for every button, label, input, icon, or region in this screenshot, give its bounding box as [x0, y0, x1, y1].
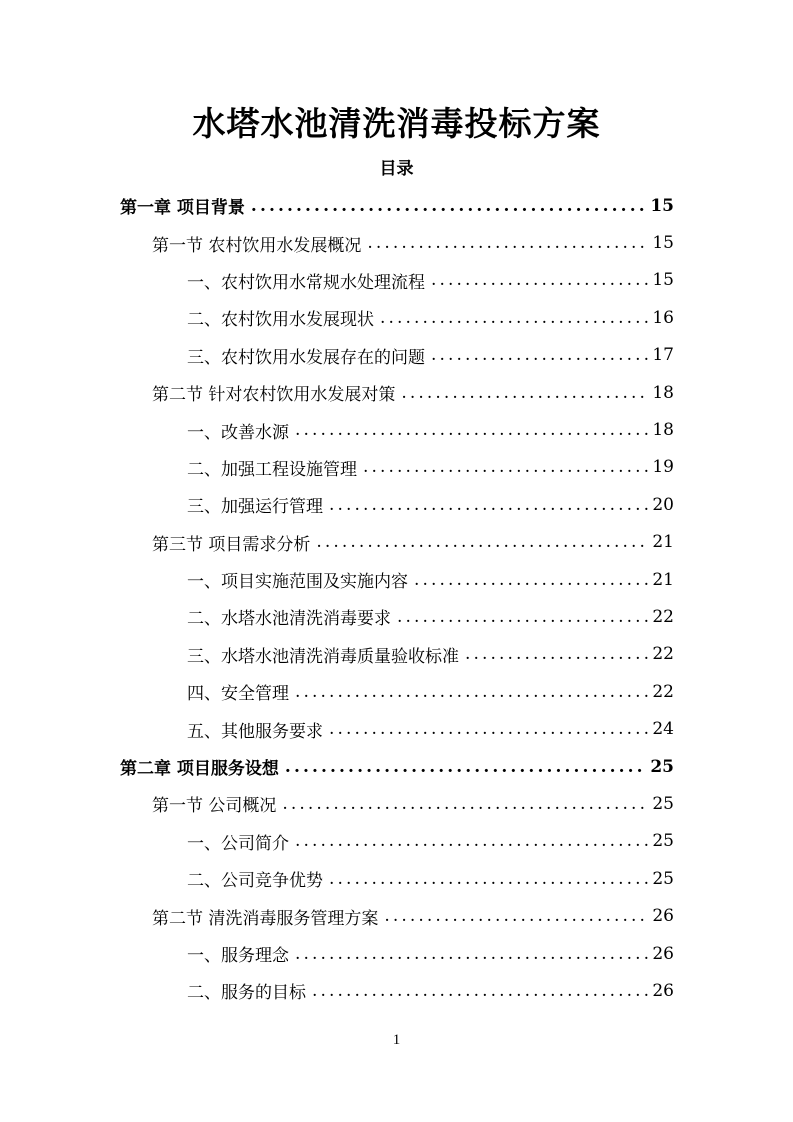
toc-entry[interactable]	[0, 598, 793, 635]
toc-entry-content	[187, 262, 674, 299]
toc-dot-leader	[312, 981, 648, 1001]
toc-dot-leader	[329, 869, 648, 889]
toc-entry-page-number: 22	[652, 644, 674, 665]
toc-entry-title: 第一节 农村饮用水发展概况	[152, 235, 362, 256]
toc-entry[interactable]	[0, 710, 793, 747]
toc-entry-content	[152, 785, 674, 822]
toc-entry-title: 一、农村饮用水常规水处理流程	[187, 272, 425, 293]
toc-entry-content	[152, 897, 674, 934]
toc-entry[interactable]	[0, 636, 793, 673]
toc-entry-title: 四、安全管理	[187, 684, 289, 705]
toc-entry-page-number: 25	[652, 831, 674, 852]
toc-entry-title: 一、服务理念	[187, 946, 289, 966]
toc-entry-title: 一、公司简介	[187, 833, 289, 854]
toc-entry-page-number: 26	[652, 906, 674, 927]
toc-entry[interactable]	[0, 337, 793, 374]
toc-entry-title: 二、水塔水池清洗消毒要求	[187, 609, 391, 630]
toc-entry-page-number: 25	[650, 756, 674, 777]
toc-entry[interactable]	[0, 299, 793, 336]
toc-dot-leader	[401, 383, 648, 403]
toc-entry-content	[187, 860, 674, 897]
toc-dot-leader	[295, 682, 648, 702]
toc-dot-leader	[295, 944, 648, 964]
toc-entry-page-number: 25	[652, 793, 674, 814]
toc-dot-leader	[329, 495, 648, 515]
toc-dot-leader	[363, 457, 648, 477]
toc-dot-leader	[367, 233, 648, 253]
toc-dot-leader	[397, 607, 648, 627]
toc-entry-content	[120, 187, 674, 224]
toc-entry[interactable]	[0, 449, 793, 486]
toc-entry[interactable]	[0, 897, 793, 934]
toc-entry-content	[187, 337, 674, 374]
toc-entry[interactable]	[0, 374, 793, 411]
toc-entry-page-number: 21	[652, 532, 674, 553]
toc-entry-title: 二、加强工程设施管理	[187, 459, 357, 480]
toc-entry[interactable]	[0, 748, 793, 785]
toc-entry-title: 三、农村饮用水发展存在的问题	[187, 347, 425, 368]
toc-entry[interactable]	[0, 935, 793, 972]
toc-dot-leader	[384, 906, 648, 926]
toc-entry[interactable]	[0, 673, 793, 710]
toc-entry-title: 五、其他服务要求	[187, 721, 323, 742]
toc-dot-leader	[414, 570, 648, 590]
document-title: 水塔水池清洗消毒投标方案	[192, 104, 601, 143]
toc-heading: 目录	[379, 159, 414, 179]
toc-entry-content	[187, 449, 674, 486]
toc-dot-leader	[295, 420, 648, 440]
toc-entry-title: 二、服务的目标	[187, 983, 306, 1004]
toc-entry[interactable]	[0, 262, 793, 299]
toc-entry-title: 第二节 针对农村饮用水发展对策	[152, 385, 396, 406]
toc-dot-leader	[380, 308, 648, 328]
toc-entry-page-number: 19	[652, 457, 674, 478]
toc-entry-content	[187, 486, 674, 523]
toc-entry-content	[187, 935, 674, 972]
toc-entry-content	[187, 710, 674, 747]
toc-dot-leader	[251, 196, 646, 216]
toc-entry-content	[120, 748, 674, 785]
toc-entry[interactable]	[0, 486, 793, 523]
toc-dot-leader	[431, 270, 648, 290]
toc-entry-page-number: 22	[652, 681, 674, 702]
toc-entry-content	[187, 823, 674, 860]
toc-dot-leader	[431, 345, 648, 365]
toc-entry-title: 二、公司竞争优势	[187, 871, 323, 892]
toc-entry[interactable]	[0, 972, 793, 1009]
toc-dot-leader	[285, 757, 646, 777]
toc-entry-page-number: 17	[652, 345, 674, 366]
toc-entry-content	[152, 524, 674, 561]
toc-entry-page-number: 21	[652, 569, 674, 590]
toc-entry-page-number: 25	[652, 868, 674, 889]
table-of-contents	[0, 187, 793, 1010]
toc-entry-page-number: 20	[652, 494, 674, 515]
toc-entry-title: 第二节 清洗消毒服务管理方案	[152, 908, 379, 929]
toc-dot-leader	[316, 532, 648, 552]
toc-entry[interactable]	[0, 860, 793, 897]
toc-entry-content	[187, 598, 674, 635]
toc-entry-content	[152, 224, 674, 261]
toc-entry-content	[187, 299, 674, 336]
page-number: 1	[392, 1032, 401, 1048]
toc-dot-leader	[329, 719, 648, 739]
toc-entry-content	[152, 374, 674, 411]
toc-entry-title: 三、加强运行管理	[187, 497, 323, 518]
toc-entry-title: 二、农村饮用水发展现状	[187, 310, 374, 331]
toc-entry-content	[187, 972, 674, 1009]
toc-entry-page-number: 18	[652, 382, 674, 403]
toc-entry-title: 第三节 项目需求分析	[152, 534, 311, 555]
toc-entry[interactable]	[0, 524, 793, 561]
toc-entry-title: 第二章 项目服务设想	[120, 759, 279, 780]
toc-entry-content	[187, 673, 674, 710]
toc-entry-content	[187, 636, 674, 673]
toc-entry[interactable]	[0, 411, 793, 448]
toc-entry[interactable]	[0, 823, 793, 860]
toc-entry[interactable]	[0, 561, 793, 598]
toc-entry[interactable]	[0, 785, 793, 822]
toc-entry-title: 第一章 项目背景	[120, 198, 245, 219]
toc-dot-leader	[295, 831, 648, 851]
toc-entry-page-number: 16	[652, 307, 674, 328]
toc-entry-title: 第一节 公司概况	[152, 796, 277, 817]
toc-entry[interactable]	[0, 224, 793, 261]
toc-entry-content	[187, 561, 674, 598]
toc-entry-content	[187, 411, 674, 448]
toc-entry[interactable]	[0, 187, 793, 224]
toc-dot-leader	[465, 644, 648, 664]
toc-entry-page-number: 26	[652, 943, 674, 964]
toc-entry-page-number: 15	[652, 233, 674, 254]
toc-entry-title: 一、改善水源	[187, 422, 289, 443]
toc-entry-page-number: 15	[652, 270, 674, 291]
toc-dot-leader	[282, 794, 648, 814]
toc-entry-page-number: 15	[650, 195, 674, 216]
toc-entry-title: 一、项目实施范围及实施内容	[187, 572, 408, 593]
toc-entry-title: 三、水塔水池清洗消毒质量验收标准	[187, 646, 459, 667]
toc-entry-page-number: 24	[652, 719, 674, 740]
toc-entry-page-number: 26	[652, 980, 674, 1001]
toc-entry-page-number: 18	[652, 420, 674, 441]
toc-entry-page-number: 22	[652, 606, 674, 627]
